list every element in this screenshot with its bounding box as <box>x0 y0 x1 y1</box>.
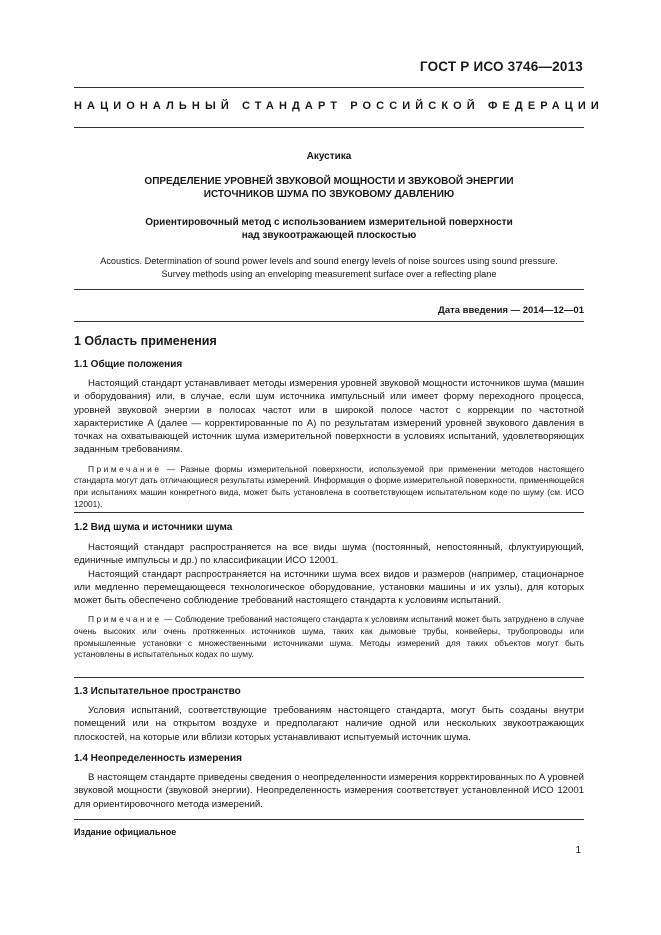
note-label: Примечание <box>88 463 162 474</box>
national-standard-banner: НАЦИОНАЛЬНЫЙ СТАНДАРТ РОССИЙСКОЙ ФЕДЕРАЦИИ <box>74 100 604 112</box>
official-edition-label: Издание официальное <box>74 827 177 837</box>
main-title-line-2: ИСТОЧНИКОВ ШУМА ПО ЗВУКОВОМУ ДАВЛЕНИЮ <box>203 189 455 200</box>
section-1-2-paragraph-1: Настоящий стандарт распространяется на все виды шума (постоянный, непостоянный, флуктуирующий, единичные импульсы и др.) по классификации ИСО 12001. <box>74 542 584 567</box>
section-1-2-paragraph-2: Настоящий стандарт распространяется на источники шума всех видов и размеров (например, стационарное или медленно перемещающееся технологическое оборудование, установки машины и их узлы), для которых может быть обеспечено соблюдение требований настоящего стандарта к условиям испытаний. <box>74 568 584 607</box>
note-text: — Соблюдение требований настоящего стандарта к условиям испытаний может быть затруднено в случае очень высоких или очень протяженных источников шума, таких как дымовые трубы, конвейеры, трубопроводы или промышленные установки с множественными источниками шума. Методы измерений для таких объектов могут быть установлены в испытательных кодах по шуму. <box>74 614 584 660</box>
date-rule <box>74 321 584 322</box>
top-rule <box>74 87 584 88</box>
section-1-2-rule <box>74 677 584 678</box>
main-title <box>74 175 584 201</box>
note-text: — Разные формы измерительной поверхности, используемой при применении методов настоящего стандарта могут дать отличающиеся результаты измерений. Информация о форме измерительной поверхности, применяющейся при испытаниях машин конкретного вида, может быть установлена в соответствующем испытательном коде по шуму (см. ИСО 12001). <box>74 463 584 509</box>
page-number: 1 <box>575 845 581 856</box>
section-1-2-note <box>74 614 584 660</box>
section-1-1-body <box>74 377 584 510</box>
section-1-1-paragraph: Настоящий стандарт устанавливает методы измерения уровней звуковой мощности источников шума (машин и оборудования) или, в случае, если шум источника импульсный или имеет форму переходного процесса, уровней звуковой энергии в полосах частот или в широкой полосе частот с коррекции по частотной характеристике A (далее — корректированные по A) по результатам измерений уровней звукового давления в точках на охватывающей источник шума измерительной поверхности в условиях испытаний, удовлетворяющих заданным требованиям. <box>74 378 584 456</box>
section-1-heading: 1 Область применения <box>74 334 217 348</box>
footer-rule <box>74 819 584 820</box>
section-1-1-heading: 1.1 Общие положения <box>74 359 183 370</box>
section-1-3-heading: 1.3 Испытательное пространство <box>74 686 241 697</box>
banner-rule <box>74 127 584 128</box>
section-1-3-body <box>74 704 584 744</box>
subtitle-line-1: Ориентировочный метод с использованием измерительной поверхности <box>145 217 513 228</box>
section-1-4-body <box>74 771 584 811</box>
subtitle-line-2: над звукоотражающей плоскостью <box>241 230 417 241</box>
section-1-4-paragraph: В настоящем стандарте приведены сведения о неопределенности измерения корректированных по A уровней звуковой мощности (звуковой энергии). Неопределенность измерения соответствует установленной ИСО 12001 для ориентировочного метода измерений. <box>74 772 584 810</box>
introduction-date: Дата введения — 2014—12—01 <box>438 305 584 316</box>
section-1-2-body <box>74 541 584 661</box>
english-title-line-2: Survey methods using an enveloping measurement surface over a reflecting plane <box>161 268 497 279</box>
subject-heading: Акустика <box>306 151 352 162</box>
note-label: Примечание <box>88 614 162 625</box>
title-rule <box>74 289 584 290</box>
section-1-4-heading: 1.4 Неопределенность измерения <box>74 753 242 764</box>
section-1-1-rule <box>74 512 584 513</box>
standard-number: ГОСТ Р ИСО 3746—2013 <box>419 59 583 74</box>
english-title-line-1: Acoustics. Determination of sound power levels and sound energy levels of noise sources using sound pressure. <box>100 256 558 266</box>
main-title-line-1: ОПРЕДЕЛЕНИЕ УРОВНЕЙ ЗВУКОВОЙ МОЩНОСТИ И ЗВУКОВОЙ ЭНЕРГИИ <box>144 176 514 187</box>
subtitle <box>74 216 584 242</box>
section-1-2-heading: 1.2 Вид шума и источники шума <box>74 522 233 533</box>
section-1-3-paragraph: Условия испытаний, соответствующие требованиям настоящего стандарта, могут быть созданы внутри помещений или на открытом воздухе и предполагают наличие одной или нескольких звукоотражающих плоскостей, на которые или вблизи которых устанавливают испытуемый источник шума. <box>74 705 584 743</box>
english-title <box>74 255 584 280</box>
section-1-1-note <box>74 464 584 510</box>
